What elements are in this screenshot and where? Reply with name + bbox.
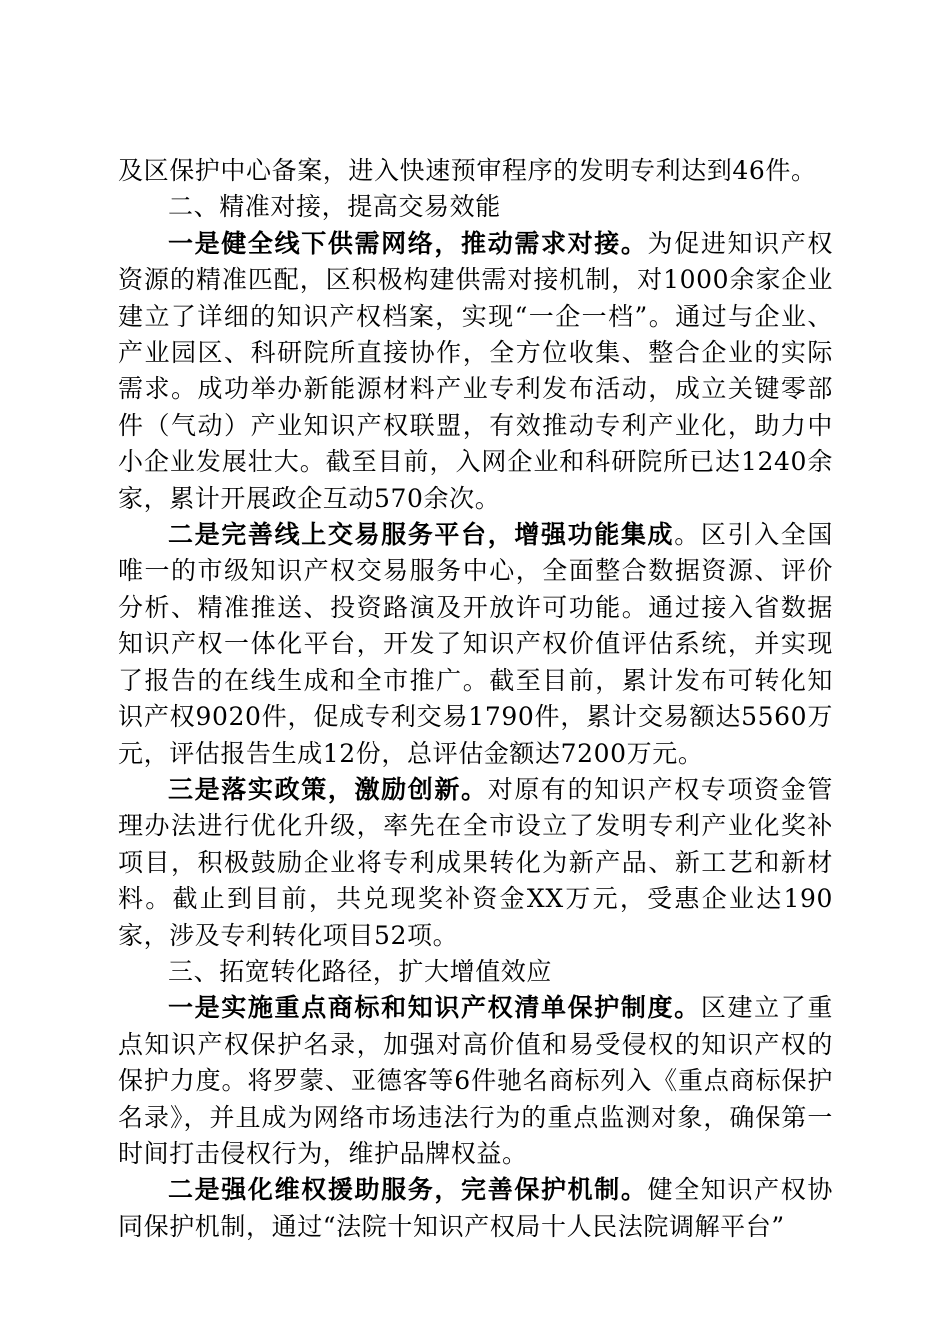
body-paragraph [118,772,833,954]
body-paragraph [118,1172,833,1245]
continuation-paragraph [118,153,833,189]
paragraph-text: 及区保护中心备案，进入快速预审程序的发明专利达到46件。 [118,156,817,185]
body-paragraph [118,226,833,517]
heading-text: 三、拓宽转化路径，扩大增值效应 [168,956,553,986]
paragraph-lead: 一是健全线下供需网络，推动需求对接。 [168,228,648,258]
paragraph-text: 。区引入全国唯一的市级知识产权交易服务中心，全面整合数据资源、评价分析、精准推送、投资路演及开放许可功能。通过接入省数据知识产权一体化平台，开发了知识产权价值评估系统，并实现了报告的在线生成和全市推广。截至目前，累计发布可转化知识产权9020件，促成专利交易1790件，累计交易额达5560万元，评估报告生成12份，总评估金额达7200万元。 [118,520,833,768]
section-heading-2 [118,189,833,225]
paragraph-text: 为促进知识产权资源的精准匹配，区积极构建供需对接机制，对1000余家企业建立了详细的知识产权档案，实现“一企一档”。通过与企业、产业园区、科研院所直接协作，全方位收集、整合企业的实际需求。成功举办新能源材料产业专利发布活动，成立关键零部件（气动）产业知识产权联盟，有效推动专利产业化，助力中小企业发展壮大。截至目前，入网企业和科研院所已达1240余家，累计开展政企互动570余次。 [118,228,833,513]
paragraph-text: 区建立了重点知识产权保护名录，加强对高价值和易受侵权的知识产权的保护力度。将罗蒙、亚德客等6件驰名商标列入《重点商标保护名录》，并且成为网络市场违法行为的重点监测对象，确保第一时间打击侵权行为，维护品牌权益。 [118,993,833,1168]
paragraph-lead: 三是落实政策，激励创新。 [168,774,488,804]
paragraph-text: 健全知识产权协同保护机制，通过“法院十知识产权局十人民法院调解平台” [118,1175,833,1241]
paragraph-lead: 一是实施重点商标和知识产权清单保护制度。 [168,993,701,1023]
document-body [118,153,833,1245]
paragraph-text: 对原有的知识产权专项资金管理办法进行优化升级，率先在全市设立了发明专利产业化奖补项目，积极鼓励企业将专利成果转化为新产品、新工艺和新材料。截止到目前，共兑现奖补资金XX万元，受惠企业达190家，涉及专利转化项目52项。 [118,774,833,950]
paragraph-lead: 二是强化维权援助服务，完善保护机制。 [168,1175,648,1205]
body-paragraph [118,517,833,772]
paragraph-lead: 二是完善线上交易服务平台，增强功能集成 [168,520,675,550]
body-paragraph [118,990,833,1172]
section-heading-3 [118,954,833,990]
heading-text: 二、精准对接，提高交易效能 [168,192,501,222]
